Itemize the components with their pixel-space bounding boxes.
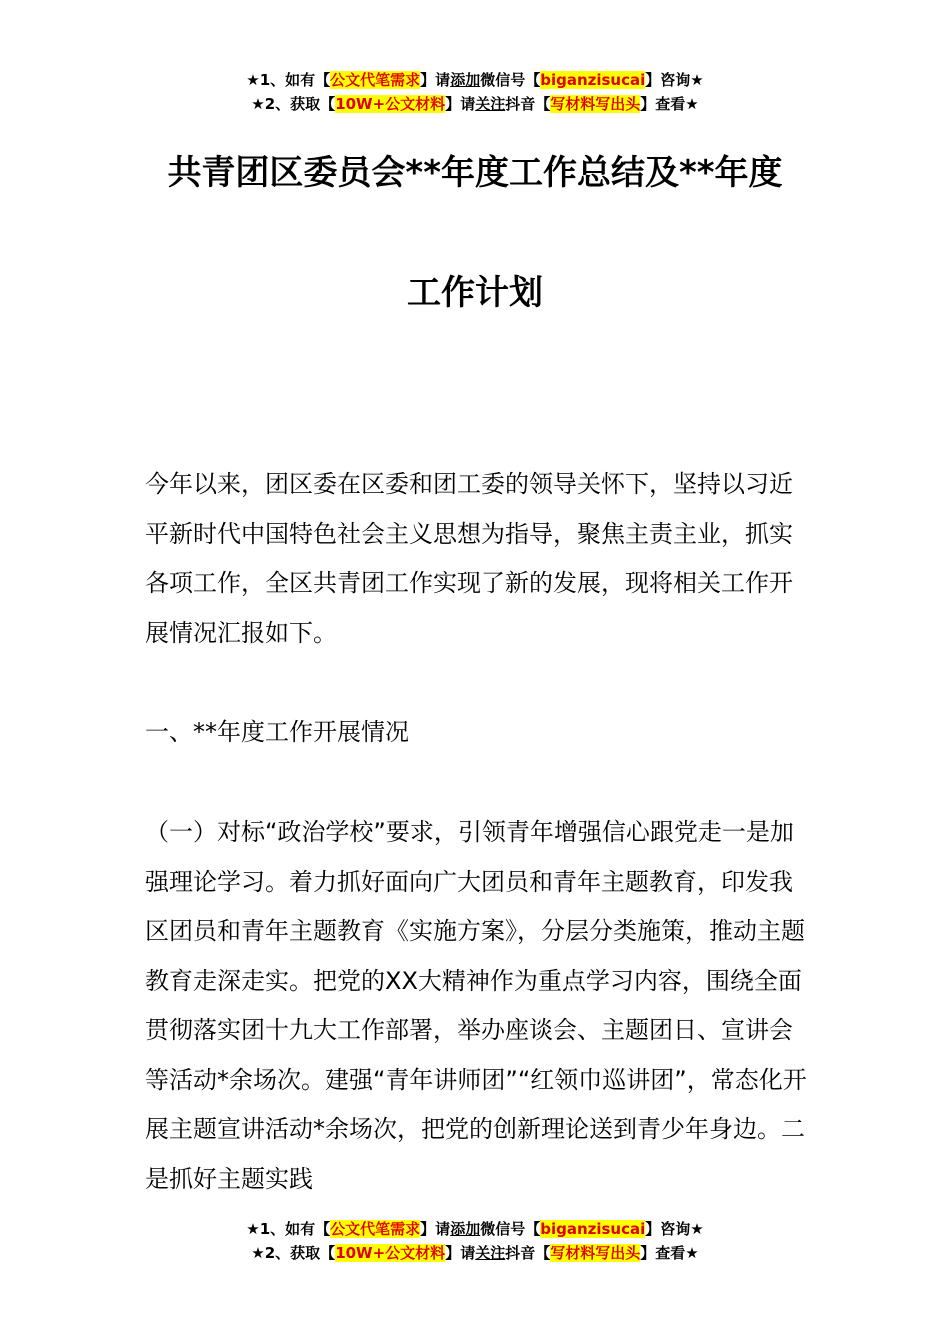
section-heading: 一、**年度工作开展情况 bbox=[145, 718, 409, 746]
banner-line-2 bbox=[0, 1241, 950, 1265]
section-paragraph: （一）对标“政治学校”要求，引领青年增强信心跟党走一是加强理论学习。着力抓好面向广大团员和青年主题教育，印发我区团员和青年主题教育《实施方案》，分层分类施策，推动主题教育走深走实。把党的XX大精神作为重点学习内容，围绕全面贯彻落实团十九大工作部署，举办座谈会、主题团日、宣讲会等活动*余场次。建强“青年讲师团”“红领巾巡讲团”，常态化开展主题宣讲活动*余场次，把党的创新理论送到青少年身边。二是抓好主题实践 bbox=[145, 818, 807, 1193]
banner-highlight: 公文代笔需求 bbox=[330, 71, 421, 89]
banner-highlight: 公文代笔需求 bbox=[330, 1220, 421, 1238]
banner-highlight: 写材料写出头 bbox=[550, 95, 641, 113]
banner-highlight: 10W+公文材料 bbox=[335, 95, 446, 113]
banner-text: 】请 bbox=[420, 1220, 451, 1238]
banner-line-1 bbox=[0, 68, 950, 92]
banner-text: ★2、获取【 bbox=[251, 1244, 336, 1262]
banner-text: ★1、如有【 bbox=[246, 71, 331, 89]
banner-text: 】请 bbox=[445, 1244, 476, 1262]
banner-underline: 添加 bbox=[450, 1220, 481, 1238]
banner-text: 】请 bbox=[445, 95, 476, 113]
banner-underline: 关注 bbox=[475, 95, 506, 113]
document-title-line-2: 工作计划 bbox=[407, 273, 543, 313]
banner-underline: 关注 bbox=[475, 1244, 506, 1262]
banner-text: 微信号【 bbox=[480, 1220, 541, 1238]
banner-underline: 添加 bbox=[450, 71, 481, 89]
banner-text: 】咨询★ bbox=[645, 1220, 704, 1238]
banner-text: 】咨询★ bbox=[645, 71, 704, 89]
banner-text: 微信号【 bbox=[480, 71, 541, 89]
banner-text: 抖音【 bbox=[505, 1244, 551, 1262]
banner-text: ★2、获取【 bbox=[251, 95, 336, 113]
intro-paragraph: 今年以来，团区委在区委和团工委的领导关怀下，坚持以习近平新时代中国特色社会主义思想为指导，聚焦主责主业，抓实各项工作，全区共青团工作实现了新的发展，现将相关工作开展情况汇报如下。 bbox=[145, 470, 793, 647]
banner-text: 】查看★ bbox=[640, 95, 699, 113]
banner-text: 】请 bbox=[420, 71, 451, 89]
banner-highlight: 写材料写出头 bbox=[550, 1244, 641, 1262]
banner-highlight: biganzisucai bbox=[540, 1220, 646, 1238]
banner-text: 】查看★ bbox=[640, 1244, 699, 1262]
banner-line-1 bbox=[0, 1217, 950, 1241]
banner-text: ★1、如有【 bbox=[246, 1220, 331, 1238]
header-banner bbox=[0, 68, 950, 116]
banner-highlight: biganzisucai bbox=[540, 71, 646, 89]
document-title-line-1: 共青团区委员会**年度工作总结及**年度 bbox=[167, 153, 783, 193]
footer-banner bbox=[0, 1217, 950, 1265]
banner-line-2 bbox=[0, 92, 950, 116]
banner-highlight: 10W+公文材料 bbox=[335, 1244, 446, 1262]
banner-text: 抖音【 bbox=[505, 95, 551, 113]
